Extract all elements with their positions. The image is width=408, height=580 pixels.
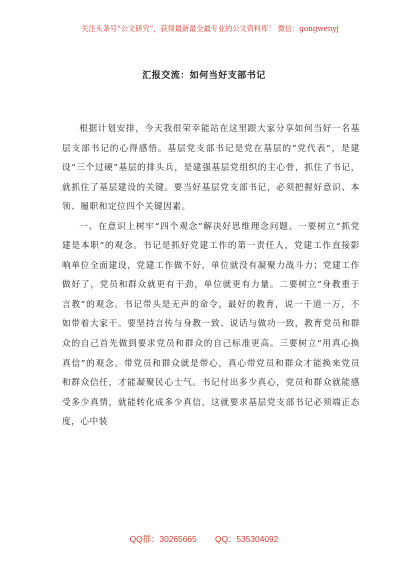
qq-group-number: QQ群：30265665	[129, 534, 197, 544]
footer-contact	[0, 533, 408, 545]
paragraph-intro: 根据计划安排，今天我很荣幸能站在这里跟大家分享如何当好一名基层支部书记的心得感悟。基层党支部书记是党在基层的“党代表”，是建设“三个过硬”基层的排头兵，是建强基层党组织的主心骨，抓住了书记，就抓住了基层建设的关键。要当好基层党支部书记，必须把握好意识、本领、履职和定位四个关键因素。	[62, 124, 360, 213]
qq-number: QQ：535304092	[215, 534, 279, 544]
document-title: 汇报交流：如何当好支部书记	[142, 71, 266, 81]
header-banner: 关注头条号“公文研究”，获得最新最全最专业的公文资料库！ 微信：gongwenyj	[81, 24, 339, 33]
paragraph-section-one: 一、在意识上树牢“四个观念”解决好思维理念问题。一要树立“抓党建是本职”的观念。书记是抓好党建工作的第一责任人，党建工作直接影响单位全面建设，党建工作做不好，单位就没有凝聚力战斗力；党建工作做好了，党员和群众就更有干劲，单位就更有力量。二要树立“身教重于言教”的观念。书记带头是无声的命令，最好的教育，说一千道一万，不如带着大家干。要坚持言传与身教一致、说话与做功一致，教育党员和群众的自己首先做到要求党员和群众的自己标准更高。三要树立“用真心换真信”的观念。带党员和群众就是带心，真心带党员和群众才能换来党员和群众信任，才能凝聚民心士气。书记付出多少真心，党员和群众就能感受多少真情，就能转化成多少真信，这就要求基层党支部书记必须端正态度，心中装	[62, 221, 360, 428]
document-body	[62, 120, 360, 433]
